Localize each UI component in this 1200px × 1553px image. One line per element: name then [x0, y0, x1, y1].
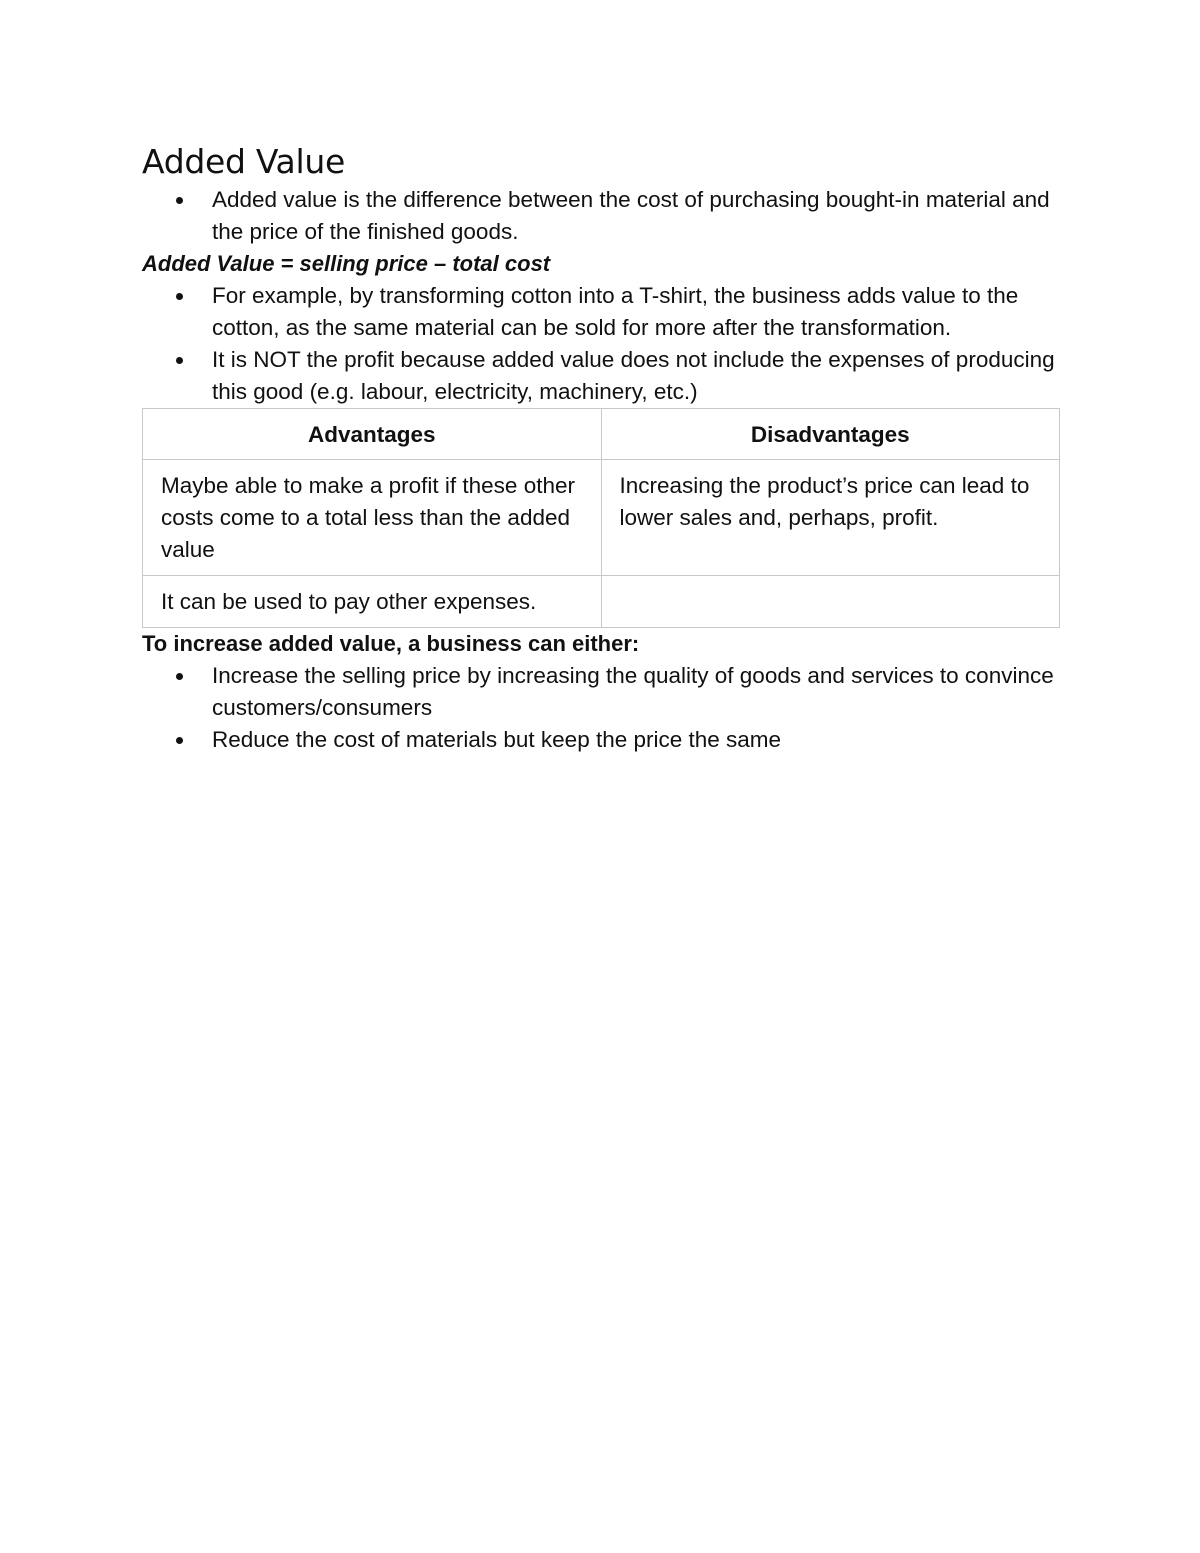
table-cell: Maybe able to make a profit if these other costs come to a total less than the added value: [143, 460, 602, 576]
list-item: [142, 184, 1060, 248]
increase-list: [142, 660, 1060, 756]
list-item-text: It is NOT the profit because added value does not include the expenses of producing this good (e.g. labour, electricity, machinery, etc.): [212, 347, 1055, 404]
list-item: [142, 660, 1060, 724]
column-header-advantages: Advantages: [143, 409, 602, 460]
list-item-text: Reduce the cost of materials but keep the price the same: [212, 727, 782, 752]
table-cell: It can be used to pay other expenses.: [143, 576, 602, 628]
column-header-disadvantages: Disadvantages: [601, 409, 1060, 460]
example-list: [142, 280, 1060, 408]
table-cell: Increasing the product’s price can lead to lower sales and, perhaps, profit.: [601, 460, 1060, 576]
table-cell: [601, 576, 1060, 628]
list-item: [142, 344, 1060, 408]
bullet-icon: [176, 737, 183, 744]
list-item: [142, 724, 1060, 756]
bullet-icon: [176, 357, 183, 364]
page-title: Added Value: [142, 142, 345, 181]
document-page: [142, 140, 1060, 756]
table-row: [143, 460, 1060, 576]
bullet-icon: [176, 293, 183, 300]
bullet-icon: [176, 197, 183, 204]
list-item-text: Increase the selling price by increasing the quality of goods and services to convince customers/consumers: [212, 663, 1054, 720]
section-heading: To increase added value, a business can either:: [142, 631, 640, 656]
advantages-table: [142, 408, 1060, 628]
list-item-text: For example, by transforming cotton into a T-shirt, the business adds value to the cotton, as the same material can be sold for more after the transformation.: [212, 283, 1019, 340]
bullet-icon: [176, 673, 183, 680]
intro-list: [142, 184, 1060, 248]
formula: Added Value = selling price – total cost: [142, 251, 551, 276]
list-item-text: Added value is the difference between the cost of purchasing bought-in material and the price of the finished goods.: [212, 187, 1050, 244]
list-item: [142, 280, 1060, 344]
table-row: [143, 576, 1060, 628]
table-header-row: [143, 409, 1060, 460]
